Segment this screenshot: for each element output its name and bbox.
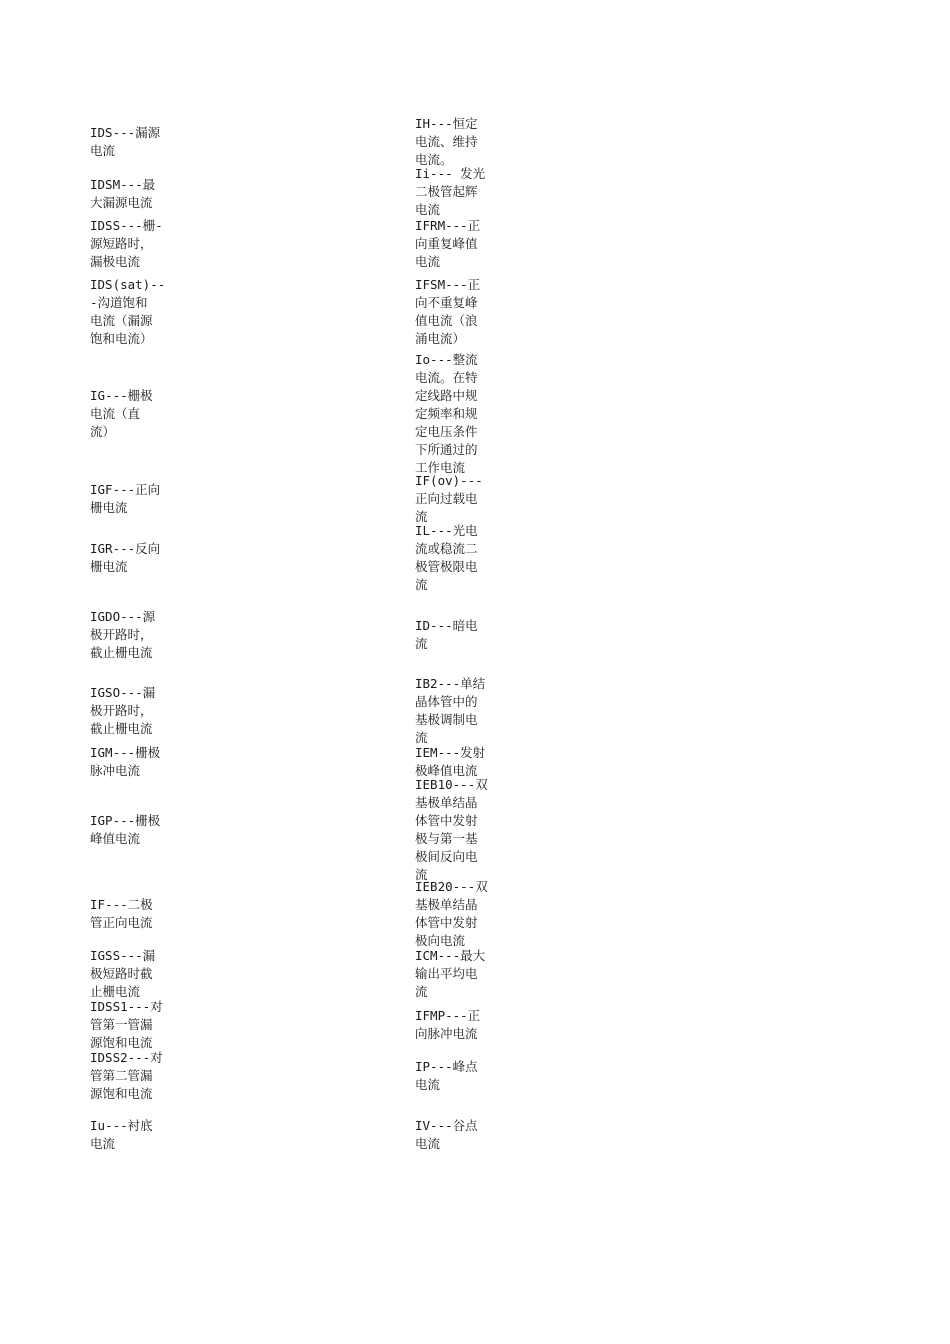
cell-iem: IEM---发射 极峰值电流 bbox=[415, 745, 486, 778]
cell-ifmp: IFMP---正 向脉冲电流 bbox=[415, 1008, 481, 1041]
cell-ifrm: IFRM---正 向重复峰值 电流 bbox=[415, 218, 481, 269]
cell-ifsm: IFSM---正 向不重复峰 值电流（浪 涌电流） bbox=[415, 277, 481, 346]
cell-idsm: IDSM---最 大漏源电流 bbox=[90, 177, 156, 210]
cell-ii: Ii--- 发光 二极管起辉 电流 bbox=[415, 166, 486, 217]
cell-ieb10: IEB10---双 基极单结晶 体管中发射 极与第一基 极间反向电 流 bbox=[415, 777, 488, 882]
cell-io: Io---整流 电流。在特 定线路中规 定频率和规 定电压条件 下所通过的 工作电流 bbox=[415, 352, 478, 473]
cell-icm: ICM---最大 输出平均电 流 bbox=[415, 948, 486, 999]
cell-ib2: IB2---单结 晶体管中的 基极调制电 流 bbox=[415, 676, 486, 745]
cell-iv: IV---谷点 电流 bbox=[415, 1118, 478, 1151]
cell-igss: IGSS---漏 极短路时截 止栅电流 bbox=[90, 948, 156, 999]
cell-igr: IGR---反向 栅电流 bbox=[90, 541, 161, 574]
cell-ip: IP---峰点 电流 bbox=[415, 1059, 478, 1092]
cell-idss1: IDSS1---对 管第一管漏 源饱和电流 bbox=[90, 999, 163, 1050]
cell-igso: IGSO---漏 极开路时， 截止栅电流 bbox=[90, 685, 156, 736]
cell-ieb20: IEB20---双 基极单结晶 体管中发射 极向电流 bbox=[415, 879, 488, 948]
cell-if-ov: IF(ov)--- 正向过载电 流 bbox=[415, 473, 483, 524]
cell-igm: IGM---栅极 脉冲电流 bbox=[90, 745, 161, 778]
cell-il: IL---光电 流或稳流二 极管极限电 流 bbox=[415, 523, 478, 592]
cell-igp: IGP---栅极 峰值电流 bbox=[90, 813, 161, 846]
cell-idss: IDSS---栅- 源短路时， 漏极电流 bbox=[90, 218, 163, 269]
cell-ids-sat: IDS(sat)-- -沟道饱和 电流（漏源 饱和电流） bbox=[90, 277, 166, 346]
cell-ih: IH---恒定 电流、维持 电流。 bbox=[415, 116, 478, 167]
cell-iu: Iu---衬底 电流 bbox=[90, 1118, 153, 1151]
cell-ids: IDS---漏源 电流 bbox=[90, 125, 161, 158]
cell-ig: IG---栅极 电流（直 流） bbox=[90, 388, 153, 439]
cell-if: IF---二极 管正向电流 bbox=[90, 897, 153, 930]
cell-id: ID---暗电 流 bbox=[415, 618, 478, 651]
cell-igf: IGF---正向 栅电流 bbox=[90, 482, 161, 515]
cell-idss2: IDSS2---对 管第二管漏 源饱和电流 bbox=[90, 1050, 163, 1101]
cell-igdo: IGDO---源 极开路时， 截止栅电流 bbox=[90, 609, 156, 660]
